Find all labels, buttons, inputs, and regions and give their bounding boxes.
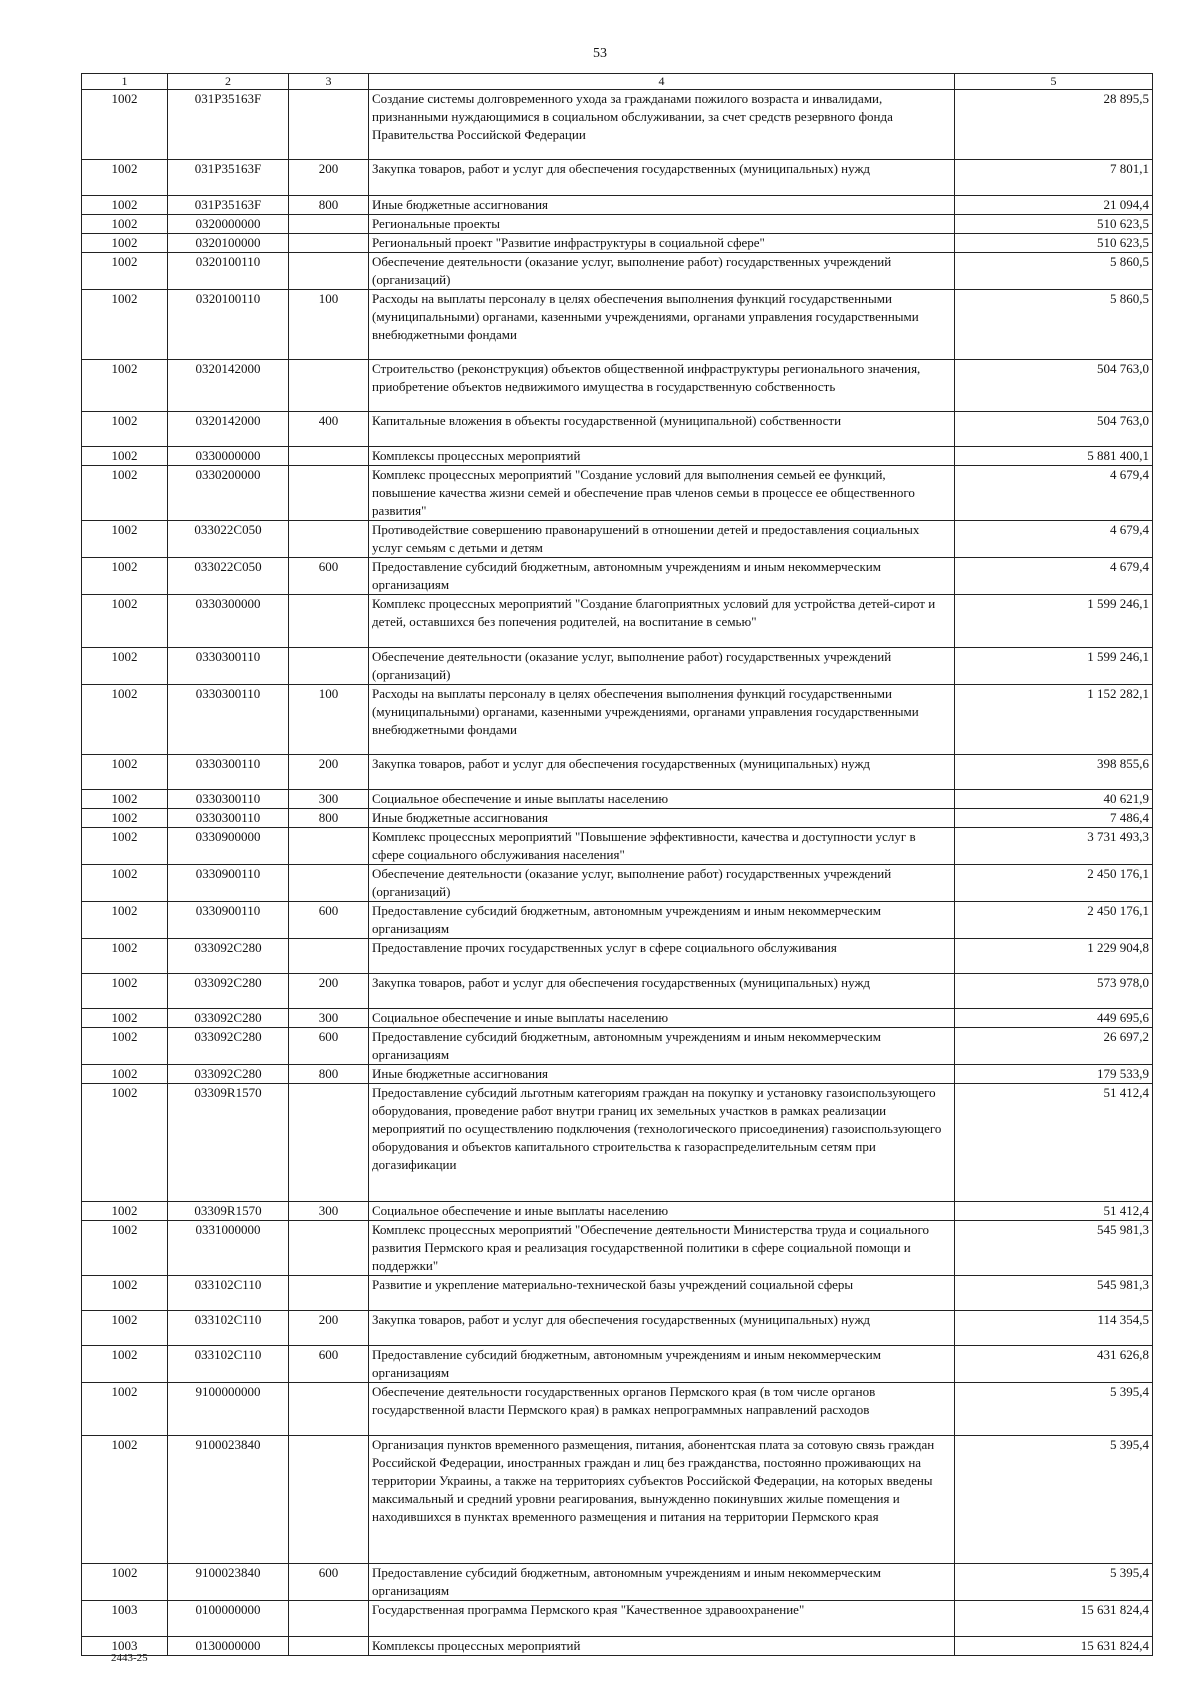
cell-target-code: 0320142000 [168,412,289,447]
cell-target-code: 0330000000 [168,447,289,466]
cell-section: 1002 [82,290,168,360]
cell-description: Комплекс процессных мероприятий "Повышение эффективности, качества и доступности услуг в сфере социального обслуживания населения" [369,828,955,865]
table-row [82,1065,1153,1084]
cell-section: 1002 [82,90,168,160]
table-row [82,902,1153,939]
cell-description: Комплекс процессных мероприятий "Создание условий для выполнения семьей ее функций, повышение качества жизни семей и обеспечение прав членов семьи в процессе ее общественного развития" [369,466,955,521]
cell-section: 1002 [82,360,168,412]
cell-section: 1002 [82,974,168,1009]
cell-target-code: 0330300110 [168,648,289,685]
cell-description: Развитие и укрепление материально-технической базы учреждений социальной сферы [369,1276,955,1311]
cell-expense-type: 300 [289,1009,369,1028]
cell-amount: 51 412,4 [955,1202,1153,1221]
cell-description: Государственная программа Пермского края "Качественное здравоохранение" [369,1601,955,1637]
budget-table [81,73,1153,1656]
cell-target-code: 0320142000 [168,360,289,412]
cell-section: 1002 [82,160,168,196]
cell-description: Обеспечение деятельности (оказание услуг, выполнение работ) государственных учреждений (организаций) [369,648,955,685]
cell-section: 1002 [82,1028,168,1065]
cell-expense-type [289,521,369,558]
cell-target-code: 0330200000 [168,466,289,521]
cell-target-code: 0330900110 [168,865,289,902]
cell-expense-type: 100 [289,685,369,755]
table-row [82,648,1153,685]
cell-expense-type [289,1084,369,1202]
cell-description: Организация пунктов временного размещения, питания, абонентская плата за сотовую связь граждан Российской Федерации, иностранных граждан и лиц без гражданства, постоянно проживающих на территории Украины, а также на территориях субъектов Российской Федерации, на которых введены максимальный и средний уровни реагирования, вынужденно покинувших жилые помещения и находившихся в пунктах временного размещения и питания на территории Пермского края [369,1436,955,1564]
cell-amount: 449 695,6 [955,1009,1153,1028]
cell-target-code: 0330900110 [168,902,289,939]
cell-description: Иные бюджетные ассигнования [369,1065,955,1084]
cell-section: 1002 [82,1084,168,1202]
cell-expense-type: 800 [289,1065,369,1084]
cell-expense-type [289,1221,369,1276]
table-row [82,196,1153,215]
table-row [82,558,1153,595]
cell-description: Капитальные вложения в объекты государственной (муниципальной) собственности [369,412,955,447]
cell-amount: 114 354,5 [955,1311,1153,1346]
cell-amount: 3 731 493,3 [955,828,1153,865]
cell-expense-type [289,466,369,521]
cell-amount: 5 860,5 [955,290,1153,360]
cell-section: 1002 [82,215,168,234]
cell-description: Предоставление прочих государственных услуг в сфере социального обслуживания [369,939,955,974]
table-header-row [82,74,1153,90]
cell-section: 1002 [82,1311,168,1346]
table-row [82,1564,1153,1601]
table-row [82,974,1153,1009]
cell-target-code: 033022C050 [168,521,289,558]
cell-description: Расходы на выплаты персоналу в целях обеспечения выполнения функций государственными (муниципальными) органами, казенными учреждениями, органами управления государственными внебюджетными фондами [369,290,955,360]
cell-description: Предоставление субсидий бюджетным, автономным учреждениям и иным некоммерческим организациям [369,902,955,939]
table-row [82,685,1153,755]
table-row [82,865,1153,902]
cell-target-code: 031P35163F [168,196,289,215]
cell-section: 1002 [82,1009,168,1028]
cell-target-code: 03309R1570 [168,1202,289,1221]
page-number: 53 [593,46,607,61]
cell-section: 1003 [82,1601,168,1637]
cell-description: Социальное обеспечение и иные выплаты населению [369,1009,955,1028]
cell-target-code: 033022C050 [168,558,289,595]
cell-amount: 5 395,4 [955,1564,1153,1601]
column-header-description: 4 [369,74,955,90]
cell-amount: 4 679,4 [955,521,1153,558]
cell-target-code: 031P35163F [168,160,289,196]
cell-target-code: 033102C110 [168,1276,289,1311]
cell-section: 1002 [82,648,168,685]
cell-description: Иные бюджетные ассигнования [369,809,955,828]
cell-description: Обеспечение деятельности (оказание услуг, выполнение работ) государственных учреждений (организаций) [369,865,955,902]
cell-section: 1002 [82,1221,168,1276]
cell-amount: 15 631 824,4 [955,1637,1153,1656]
cell-description: Комплекс процессных мероприятий "Обеспечение деятельности Министерства труда и социального развития Пермского края и реализация государственной политики в сфере социальной помощи и поддержки" [369,1221,955,1276]
cell-target-code: 0320000000 [168,215,289,234]
cell-description: Предоставление субсидий бюджетным, автономным учреждениям и иным некоммерческим организациям [369,1564,955,1601]
cell-section: 1002 [82,790,168,809]
cell-amount: 26 697,2 [955,1028,1153,1065]
cell-expense-type: 800 [289,196,369,215]
cell-target-code: 033092C280 [168,1065,289,1084]
table-row [82,290,1153,360]
cell-amount: 5 395,4 [955,1436,1153,1564]
cell-target-code: 9100000000 [168,1383,289,1436]
cell-section: 1002 [82,447,168,466]
cell-section: 1002 [82,196,168,215]
cell-expense-type: 100 [289,290,369,360]
cell-expense-type [289,1276,369,1311]
cell-expense-type [289,865,369,902]
cell-expense-type: 300 [289,790,369,809]
table-row [82,1311,1153,1346]
cell-expense-type [289,253,369,290]
cell-expense-type [289,1436,369,1564]
cell-amount: 51 412,4 [955,1084,1153,1202]
cell-expense-type [289,1383,369,1436]
cell-description: Обеспечение деятельности (оказание услуг, выполнение работ) государственных учреждений (организаций) [369,253,955,290]
table-row [82,447,1153,466]
cell-target-code: 033092C280 [168,974,289,1009]
table-row [82,1202,1153,1221]
cell-amount: 15 631 824,4 [955,1601,1153,1637]
table-body [82,90,1153,1656]
cell-description: Закупка товаров, работ и услуг для обеспечения государственных (муниципальных) нужд [369,974,955,1009]
cell-amount: 4 679,4 [955,558,1153,595]
cell-expense-type: 600 [289,902,369,939]
cell-description: Обеспечение деятельности государственных органов Пермского края (в том числе органов государственной власти Пермского края) в рамках непрограммных направлений расходов [369,1383,955,1436]
cell-description: Предоставление субсидий бюджетным, автономным учреждениям и иным некоммерческим организациям [369,558,955,595]
table-row [82,90,1153,160]
cell-section: 1003 [82,1637,168,1656]
table-row [82,253,1153,290]
cell-target-code: 0330300000 [168,595,289,648]
cell-section: 1002 [82,755,168,790]
cell-amount: 2 450 176,1 [955,865,1153,902]
cell-amount: 504 763,0 [955,412,1153,447]
cell-description: Предоставление субсидий бюджетным, автономным учреждениям и иным некоммерческим организациям [369,1028,955,1065]
cell-expense-type [289,360,369,412]
table-row [82,1084,1153,1202]
cell-target-code: 0130000000 [168,1637,289,1656]
cell-target-code: 9100023840 [168,1564,289,1601]
cell-description: Закупка товаров, работ и услуг для обеспечения государственных (муниципальных) нужд [369,1311,955,1346]
document-code: 2443-25 [111,1652,148,1664]
table-row [82,234,1153,253]
table-row [82,412,1153,447]
cell-section: 1002 [82,253,168,290]
cell-expense-type: 600 [289,1346,369,1383]
cell-description: Социальное обеспечение и иные выплаты населению [369,1202,955,1221]
cell-description: Региональные проекты [369,215,955,234]
cell-description: Строительство (реконструкция) объектов общественной инфраструктуры регионального значения, приобретение объектов недвижимого имущества в государственную собственность [369,360,955,412]
cell-target-code: 0330300110 [168,755,289,790]
cell-expense-type: 600 [289,1028,369,1065]
cell-section: 1002 [82,466,168,521]
cell-section: 1002 [82,1202,168,1221]
cell-amount: 40 621,9 [955,790,1153,809]
cell-amount: 7 801,1 [955,160,1153,196]
cell-section: 1002 [82,1065,168,1084]
cell-expense-type [289,215,369,234]
cell-expense-type [289,828,369,865]
column-header-target-code: 2 [168,74,289,90]
column-header-section: 1 [82,74,168,90]
table-row [82,360,1153,412]
cell-description: Региональный проект "Развитие инфраструктуры в социальной сфере" [369,234,955,253]
cell-amount: 4 679,4 [955,466,1153,521]
cell-section: 1002 [82,685,168,755]
table-row [82,1637,1153,1656]
cell-expense-type: 200 [289,755,369,790]
cell-expense-type: 800 [289,809,369,828]
cell-expense-type [289,234,369,253]
cell-expense-type: 200 [289,1311,369,1346]
cell-amount: 2 450 176,1 [955,902,1153,939]
cell-expense-type [289,1637,369,1656]
cell-expense-type [289,939,369,974]
table-row [82,828,1153,865]
cell-amount: 510 623,5 [955,234,1153,253]
cell-amount: 510 623,5 [955,215,1153,234]
table-row [82,1383,1153,1436]
cell-section: 1002 [82,595,168,648]
cell-section: 1002 [82,1276,168,1311]
table-row [82,1436,1153,1564]
cell-expense-type: 200 [289,160,369,196]
cell-target-code: 033102C110 [168,1346,289,1383]
cell-section: 1002 [82,412,168,447]
table-row [82,1346,1153,1383]
cell-amount: 1 152 282,1 [955,685,1153,755]
table-row [82,466,1153,521]
cell-section: 1002 [82,558,168,595]
cell-expense-type [289,447,369,466]
cell-section: 1002 [82,865,168,902]
cell-amount: 545 981,3 [955,1276,1153,1311]
table-row [82,1601,1153,1637]
cell-section: 1002 [82,1436,168,1564]
cell-description: Противодействие совершению правонарушений в отношении детей и предоставления социальных услуг семьям с детьми и детям [369,521,955,558]
table-row [82,1009,1153,1028]
cell-amount: 28 895,5 [955,90,1153,160]
cell-target-code: 0320100000 [168,234,289,253]
cell-target-code: 033092C280 [168,1028,289,1065]
table-row [82,755,1153,790]
cell-amount: 7 486,4 [955,809,1153,828]
cell-description: Закупка товаров, работ и услуг для обеспечения государственных (муниципальных) нужд [369,755,955,790]
cell-expense-type [289,648,369,685]
cell-target-code: 9100023840 [168,1436,289,1564]
cell-expense-type [289,90,369,160]
table-row [82,939,1153,974]
cell-description: Комплексы процессных мероприятий [369,447,955,466]
cell-target-code: 03309R1570 [168,1084,289,1202]
cell-amount: 1 599 246,1 [955,648,1153,685]
table-row [82,215,1153,234]
cell-amount: 431 626,8 [955,1346,1153,1383]
cell-description: Расходы на выплаты персоналу в целях обеспечения выполнения функций государственными (муниципальными) органами, казенными учреждениями, органами управления государственными внебюджетными фондами [369,685,955,755]
cell-expense-type: 600 [289,1564,369,1601]
table-row [82,1028,1153,1065]
cell-section: 1002 [82,1346,168,1383]
cell-amount: 1 599 246,1 [955,595,1153,648]
cell-target-code: 0331000000 [168,1221,289,1276]
table-row [82,595,1153,648]
cell-amount: 5 395,4 [955,1383,1153,1436]
cell-target-code: 031P35163F [168,90,289,160]
cell-expense-type [289,595,369,648]
cell-target-code: 0330300110 [168,685,289,755]
cell-expense-type: 300 [289,1202,369,1221]
cell-section: 1002 [82,1564,168,1601]
cell-description: Комплексы процессных мероприятий [369,1637,955,1656]
column-header-amount: 5 [955,74,1153,90]
cell-description: Иные бюджетные ассигнования [369,196,955,215]
column-header-expense-type: 3 [289,74,369,90]
cell-target-code: 0330300110 [168,809,289,828]
cell-description: Предоставление субсидий бюджетным, автономным учреждениям и иным некоммерческим организациям [369,1346,955,1383]
cell-section: 1002 [82,939,168,974]
cell-amount: 179 533,9 [955,1065,1153,1084]
table-row [82,1276,1153,1311]
cell-description: Закупка товаров, работ и услуг для обеспечения государственных (муниципальных) нужд [369,160,955,196]
cell-section: 1002 [82,902,168,939]
cell-target-code: 0320100110 [168,253,289,290]
cell-expense-type: 400 [289,412,369,447]
cell-amount: 545 981,3 [955,1221,1153,1276]
cell-description: Предоставление субсидий льготным категориям граждан на покупку и установку газоиспользующего оборудования, проведение работ внутри границ их земельных участков в рамках реализации мероприятий по осуществлению подключения (технологического присоединения) газоиспользующего оборудования и объектов капитального строительства к газораспределительным сетям при догазификации [369,1084,955,1202]
cell-target-code: 033092C280 [168,939,289,974]
table-row [82,809,1153,828]
cell-amount: 1 229 904,8 [955,939,1153,974]
cell-description: Комплекс процессных мероприятий "Создание благоприятных условий для устройства детей-сирот и детей, оставшихся без попечения родителей, на воспитание в семью" [369,595,955,648]
cell-section: 1002 [82,809,168,828]
cell-amount: 398 855,6 [955,755,1153,790]
cell-section: 1002 [82,521,168,558]
cell-target-code: 033092C280 [168,1009,289,1028]
cell-amount: 573 978,0 [955,974,1153,1009]
cell-section: 1002 [82,828,168,865]
cell-target-code: 033102C110 [168,1311,289,1346]
cell-target-code: 0330300110 [168,790,289,809]
cell-expense-type: 200 [289,974,369,1009]
cell-amount: 5 860,5 [955,253,1153,290]
cell-target-code: 0320100110 [168,290,289,360]
cell-target-code: 0100000000 [168,1601,289,1637]
table-row [82,521,1153,558]
cell-description: Социальное обеспечение и иные выплаты населению [369,790,955,809]
cell-expense-type: 600 [289,558,369,595]
cell-section: 1002 [82,1383,168,1436]
cell-expense-type [289,1601,369,1637]
table-row [82,790,1153,809]
cell-amount: 21 094,4 [955,196,1153,215]
cell-target-code: 0330900000 [168,828,289,865]
table-row [82,1221,1153,1276]
cell-description: Создание системы долговременного ухода за гражданами пожилого возраста и инвалидами, признанными нуждающимися в социальном обслуживании, за счет средств резервного фонда Правительства Российской Федерации [369,90,955,160]
cell-amount: 5 881 400,1 [955,447,1153,466]
table-row [82,160,1153,196]
cell-amount: 504 763,0 [955,360,1153,412]
cell-section: 1002 [82,234,168,253]
